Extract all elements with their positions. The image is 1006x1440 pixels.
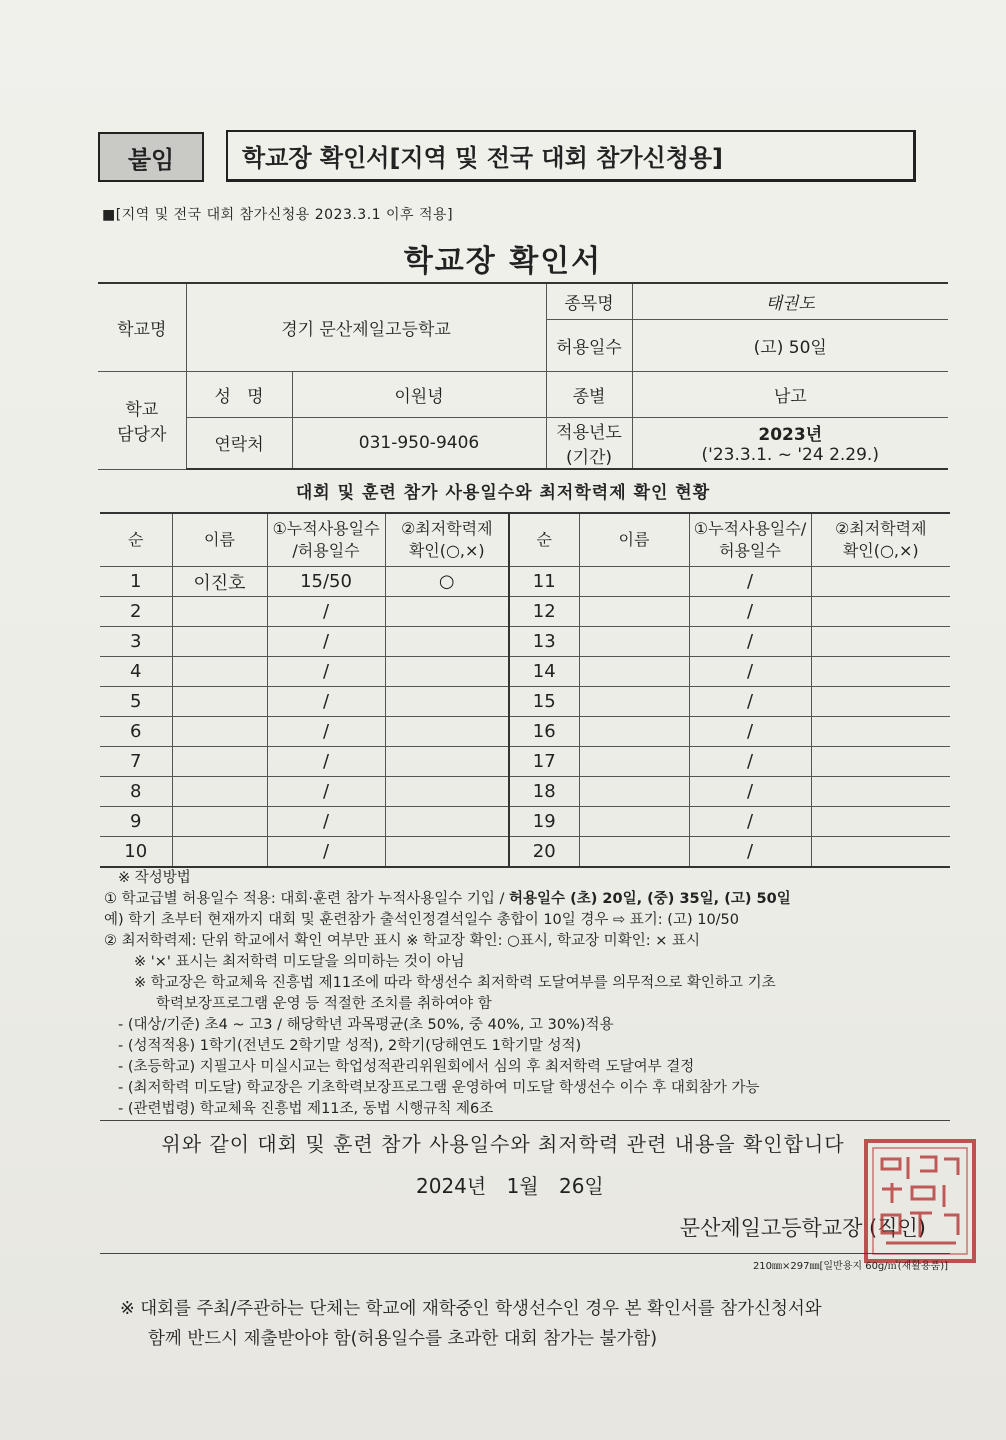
row-check: [385, 777, 509, 807]
row-name: [172, 657, 267, 687]
detail-2: - (성적적용) 1학기(전년도 2학기말 성적), 2학기(당해연도 1학기말 성적): [118, 1038, 582, 1054]
row-check: [811, 747, 950, 777]
row-check: [385, 837, 509, 868]
instruction-1-bold: 허용일수 (초) 20일, (중) 35일, (고) 50일: [509, 891, 791, 907]
row-no: 17: [509, 747, 579, 777]
instructions-block: [104, 868, 954, 1120]
instruction-2-note-b1: ※ 학교장은 학교체육 진흥법 제11조에 따라 학생선수 최저학력 도달여부를 의무적으로 확인하고 기초: [134, 975, 776, 991]
instructions-heading: ※ 작성방법: [118, 870, 191, 886]
instruction-2-note-a: ※ '×' 표시는 최저학력 미도달을 의미하는 것이 아님: [134, 954, 465, 970]
row-check: [811, 657, 950, 687]
row-days: /: [689, 777, 811, 807]
row-check: [811, 837, 950, 868]
school-name-value: 경기 문산제일고등학교: [186, 283, 546, 371]
row-days: /: [689, 597, 811, 627]
header-academic-left: [385, 513, 509, 567]
issue-date: 2024년 1월 26일: [416, 1174, 604, 1198]
paper-spec: 210㎜×297㎜[일반용지 60g/㎡(재활용품)]: [752, 1261, 948, 1272]
row-check: [385, 687, 509, 717]
table-row: [100, 627, 950, 657]
row-check: [811, 567, 950, 597]
row-no: 9: [100, 807, 172, 837]
row-days: /: [267, 597, 385, 627]
staff-name-label: 성 명: [186, 371, 292, 417]
row-no: 8: [100, 777, 172, 807]
row-name: [172, 717, 267, 747]
row-days: /: [689, 567, 811, 597]
row-name: [579, 717, 689, 747]
table-row: [100, 807, 950, 837]
school-info-table: [98, 282, 948, 470]
detail-5: - (관련법령) 학교체육 진흥법 제11조, 동법 시행규칙 제6조: [118, 1101, 494, 1117]
row-name: [172, 837, 267, 868]
form-title: 학교장 확인서: [403, 244, 603, 279]
row-no: 19: [509, 807, 579, 837]
divider: [100, 1120, 950, 1121]
row-check: ○: [385, 567, 509, 597]
row-no: 11: [509, 567, 579, 597]
sport-label: 종목명: [546, 283, 632, 319]
detail-4: - (최저학력 미도달) 학교장은 기초학력보장프로그램 운영하여 미도달 학생선수 이수 후 대회참가 가능: [118, 1080, 760, 1096]
header-days-left-line2: /허용일수: [292, 541, 360, 560]
row-days: /: [267, 837, 385, 868]
row-name: [172, 627, 267, 657]
row-days: /: [689, 657, 811, 687]
row-days: /: [267, 627, 385, 657]
gender-value: 남고: [632, 371, 948, 417]
staff-label-line2: 담당자: [117, 425, 167, 445]
year-label: [546, 417, 632, 469]
row-name: [172, 777, 267, 807]
row-name: [579, 777, 689, 807]
instruction-2: ② 최저학력제: 단위 학교에서 확인 여부만 표시 ※ 학교장 확인: ○표시, 학교장 미확인: × 표시: [104, 933, 700, 949]
row-days: /: [689, 687, 811, 717]
footnote-line-2: 함께 반드시 제출받아야 함(허용일수를 초과한 대회 참가는 불가함): [148, 1329, 658, 1349]
row-check: [811, 627, 950, 657]
sport-value: 태권도: [632, 283, 948, 319]
row-check: [811, 777, 950, 807]
header-days-left: [267, 513, 385, 567]
instruction-1: [104, 889, 954, 910]
row-name: [579, 837, 689, 868]
row-days: /: [689, 627, 811, 657]
year-label-line1: 적용년도: [556, 422, 622, 443]
official-seal-stamp: [862, 1135, 978, 1267]
row-days: /: [267, 747, 385, 777]
header-academic-right: [811, 513, 950, 567]
row-no: 18: [509, 777, 579, 807]
row-check: [385, 597, 509, 627]
header-days-right: [689, 513, 811, 567]
row-check: [811, 717, 950, 747]
row-no: 12: [509, 597, 579, 627]
row-name: 이진호: [172, 567, 267, 597]
row-no: 3: [100, 627, 172, 657]
row-check: [811, 687, 950, 717]
table-row: [100, 747, 950, 777]
row-name: [579, 687, 689, 717]
row-check: [385, 747, 509, 777]
row-check: [385, 807, 509, 837]
row-days: 15/50: [267, 567, 385, 597]
row-days: /: [689, 717, 811, 747]
row-days: /: [689, 807, 811, 837]
document-heading: 학교장 확인서[지역 및 전국 대회 참가신청용]: [226, 130, 916, 182]
gender-label: 종별: [546, 371, 632, 417]
row-name: [579, 627, 689, 657]
header-academic-right-line2: 확인(○,×): [842, 541, 919, 560]
row-days: /: [267, 777, 385, 807]
table-row: [100, 687, 950, 717]
instruction-1-example: 예) 학기 초부터 현재까지 대회 및 훈련참가 출석인정결석일수 총합이 10일 경우 ⇨ 표기: (고) 10/50: [104, 912, 740, 928]
row-no: 4: [100, 657, 172, 687]
detail-3: - (초등학교) 지필고사 미실시교는 학업성적관리위원회에서 심의 후 최저학력 도달여부 결정: [118, 1059, 695, 1075]
header-days-right-line2: 허용일수: [719, 541, 781, 560]
header-academic-right-line1: ②최저학력제: [834, 519, 927, 538]
detail-1: - (대상/기준) 초4 ~ 고3 / 해당학년 과목평균(초 50%, 중 40%, 고 30%)적용: [118, 1017, 614, 1033]
table-row: [100, 597, 950, 627]
row-name: [172, 597, 267, 627]
header-academic-left-line2: 확인(○,×): [408, 541, 485, 560]
row-no: 15: [509, 687, 579, 717]
table-row: [100, 567, 950, 597]
year-value: 2023년: [758, 425, 823, 446]
principal-signature: 문산제일고등학교장 (직인): [679, 1216, 926, 1240]
row-days: /: [689, 747, 811, 777]
row-days: /: [267, 657, 385, 687]
row-name: [172, 747, 267, 777]
row-no: 20: [509, 837, 579, 868]
header-days-right-line1: ①누적사용일수/: [693, 519, 807, 538]
header-name-right: 이름: [579, 513, 689, 567]
footnote-line-1: ※ 대회를 주최/주관하는 단체는 학교에 재학중인 학생선수인 경우 본 확인서를 참가신청서와: [120, 1299, 822, 1319]
row-no: 6: [100, 717, 172, 747]
table-row: [100, 777, 950, 807]
row-no: 7: [100, 747, 172, 777]
staff-label: [98, 371, 186, 469]
row-name: [579, 807, 689, 837]
year-label-line2: (기간): [565, 447, 613, 468]
roster-table: [100, 512, 950, 868]
row-check: [385, 657, 509, 687]
instruction-1-text: ① 학교급별 허용일수 적용: 대회·훈련 참가 누적사용일수 기입 /: [104, 891, 510, 907]
row-name: [172, 687, 267, 717]
row-check: [385, 627, 509, 657]
row-name: [579, 747, 689, 777]
row-name: [579, 657, 689, 687]
confirmation-statement: 위와 같이 대회 및 훈련 참가 사용일수와 최저학력 관련 내용을 확인합니다: [161, 1132, 845, 1156]
row-days: /: [267, 717, 385, 747]
contact-label: 연락처: [186, 417, 292, 469]
row-no: 13: [509, 627, 579, 657]
applicability-note: ■[지역 및 전국 대회 참가신청용 2023.3.1 이후 적용]: [102, 207, 454, 223]
attachment-tag: 붙임: [98, 132, 204, 182]
table-row: [100, 837, 950, 868]
header-academic-left-line1: ②최저학력제: [400, 519, 493, 538]
row-no: 14: [509, 657, 579, 687]
header-no-right: 순: [509, 513, 579, 567]
header-name-left: 이름: [172, 513, 267, 567]
row-check: [811, 807, 950, 837]
row-no: 16: [509, 717, 579, 747]
header-no-left: 순: [100, 513, 172, 567]
staff-name-value: 이원녕: [292, 371, 546, 417]
table-row: [100, 657, 950, 687]
row-days: /: [267, 807, 385, 837]
allowed-days-value: (고) 50일: [632, 319, 948, 371]
row-no: 1: [100, 567, 172, 597]
row-name: [579, 567, 689, 597]
school-name-label: 학교명: [98, 283, 186, 371]
row-no: 5: [100, 687, 172, 717]
row-days: /: [267, 687, 385, 717]
row-days: /: [689, 837, 811, 868]
table-row: [100, 717, 950, 747]
year-value-cell: [632, 417, 948, 469]
staff-label-line1: 학교: [125, 400, 159, 420]
row-check: [811, 597, 950, 627]
roster-title: 대회 및 훈련 참가 사용일수와 최저학력제 확인 현황: [295, 483, 711, 503]
period-value: ('23.3.1. ~ '24 2.29.): [701, 445, 879, 466]
submission-footnote: [120, 1294, 940, 1354]
row-no: 2: [100, 597, 172, 627]
row-name: [579, 597, 689, 627]
allowed-days-label: 허용일수: [546, 319, 632, 371]
row-name: [172, 807, 267, 837]
row-check: [385, 717, 509, 747]
header-days-left-line1: ①누적사용일수: [272, 519, 380, 538]
instruction-2-note-b2: 학력보장프로그램 운영 등 적절한 조치를 취하여야 함: [156, 996, 492, 1012]
divider: [100, 1253, 950, 1254]
row-no: 10: [100, 837, 172, 868]
contact-value: 031-950-9406: [292, 417, 546, 469]
